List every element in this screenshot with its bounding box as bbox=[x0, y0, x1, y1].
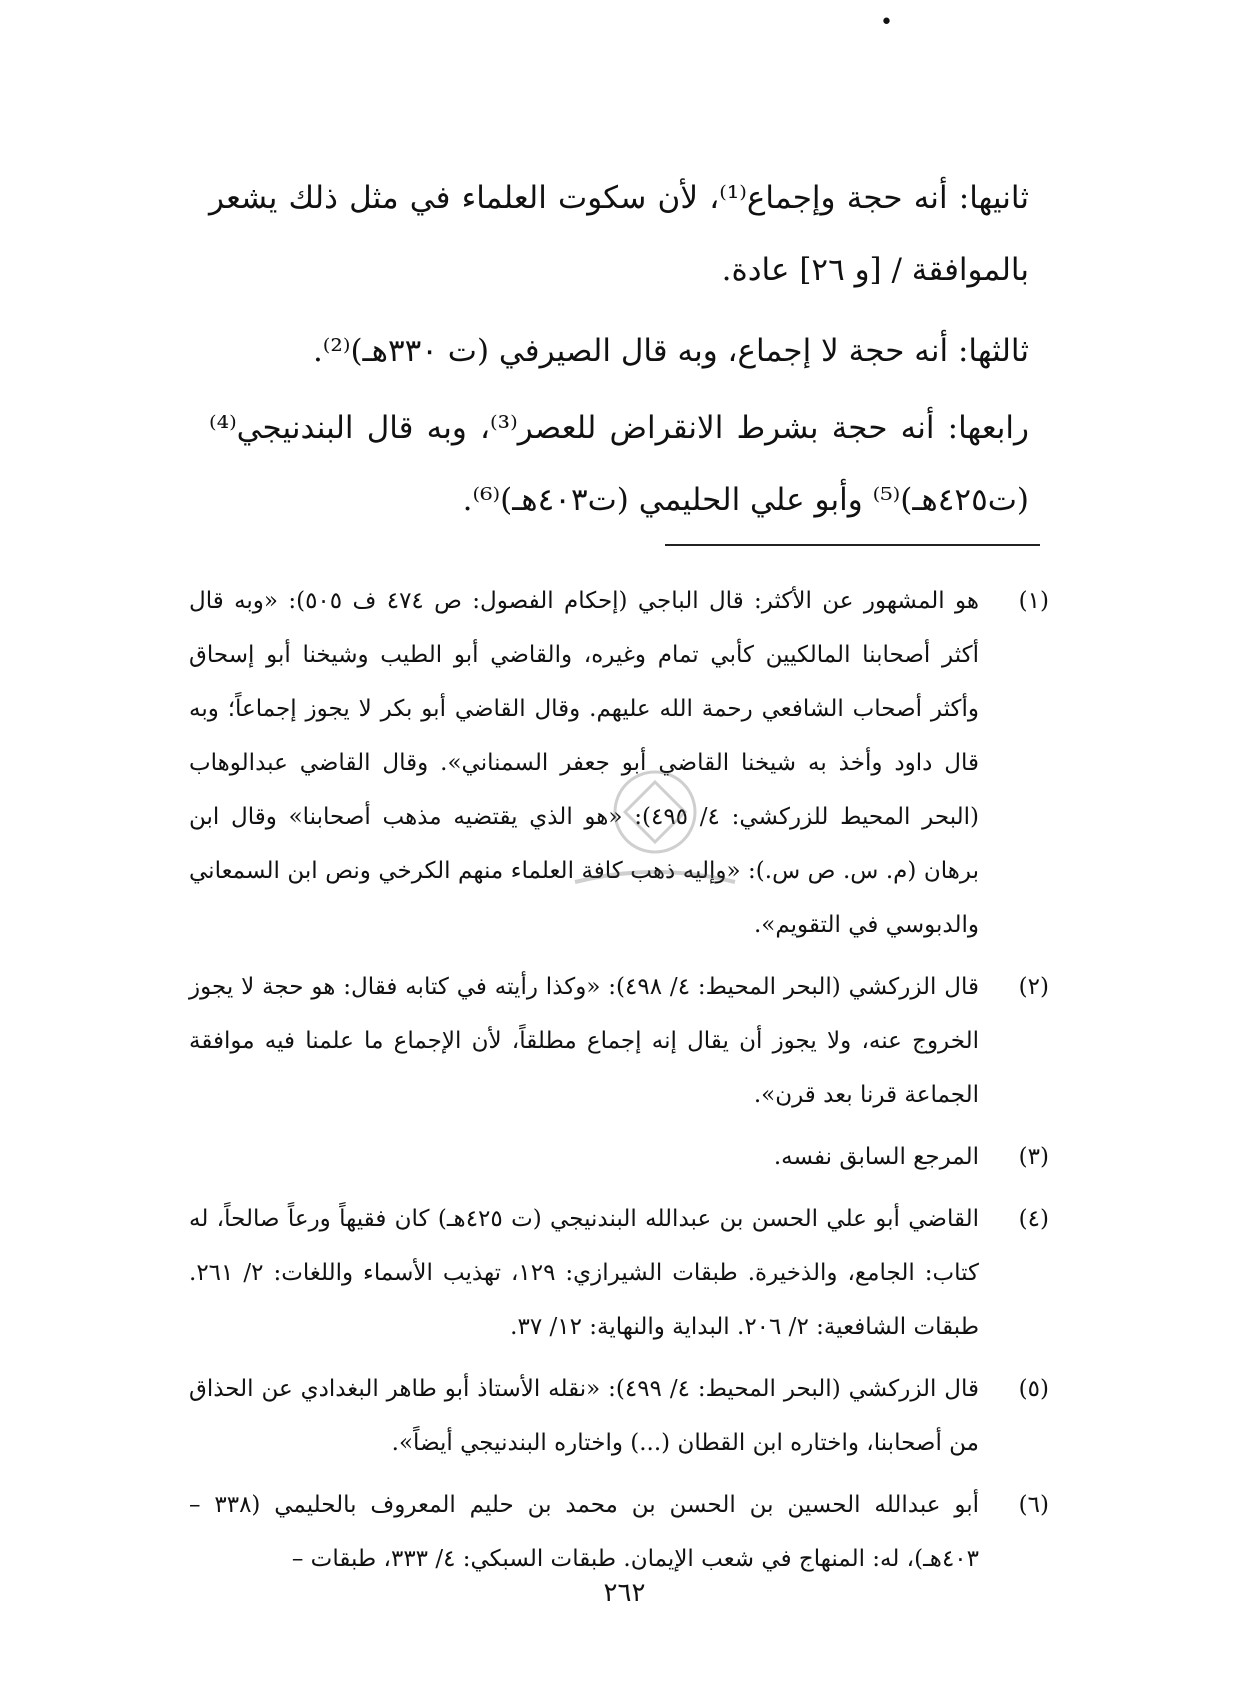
main-paragraph-2-text: ثالثها: أنه حجة لا إجماع، وبه قال الصيرفي (ت ٣٣٠هـ)⁽²⁾. bbox=[312, 333, 1029, 369]
footnote-separator bbox=[665, 544, 1040, 546]
footnote-6 bbox=[189, 1478, 1049, 1586]
footnote-number: (٤) bbox=[1018, 1206, 1049, 1232]
main-paragraph-1-text: ثانيها: أنه حجة وإجماع⁽¹⁾، لأن سكوت العلماء في مثل ذلك يشعر بالموافقة / [و ٢٦] عادة. bbox=[209, 180, 1029, 288]
main-paragraph-2 bbox=[209, 315, 1029, 387]
footnote-number: (٣) bbox=[1018, 1144, 1049, 1170]
footnote-text: قال الزركشي (البحر المحيط: ٤/ ٤٩٩): «نقله الأستاذ أبو طاهر البغدادي عن الحذاق من أصحابنا، واختاره ابن القطان (...) واختاره البندنيجي أيضاً». bbox=[189, 1376, 980, 1456]
footnote-text: قال الزركشي (البحر المحيط: ٤/ ٤٩٨): «وكذا رأيته في كتابه فقال: هو حجة لا يجوز الخروج عنه، ولا يجوز أن يقال إنه إجماع مطلقاً، لأن الإجماع ما علمنا فيه موافقة الجماعة قرنا بعد قرن». bbox=[189, 974, 979, 1108]
footnote-number: (٦) bbox=[1018, 1492, 1049, 1518]
main-paragraph-1 bbox=[209, 162, 1029, 306]
page-number: ٢٦٢ bbox=[603, 1578, 646, 1608]
footnote-number: (٥) bbox=[1018, 1376, 1049, 1402]
footnote-text: أبو عبدالله الحسين بن الحسن بن محمد بن حليم المعروف بالحليمي (٣٣٨ – ٤٠٣هـ)، له: المنهاج في شعب الإيمان. طبقات السبكي: ٤/ ٣٣٣، طبقات – bbox=[189, 1492, 979, 1572]
footnote-5 bbox=[189, 1362, 1049, 1470]
footnote-text: هو المشهور عن الأكثر: قال الباجي (إحكام الفصول: ص ٤٧٤ ف ٥٠٥): «وبه قال أكثر أصحابنا المالكيين كأبي تمام وغيره، والقاضي أبو الطيب وشيخنا أبو إسحاق وأكثر أصحاب الشافعي رحمة الله عليهم. وقال القاضي أبو بكر لا يجوز إجماعاً؛ وبه قال داود وأخذ به شيخنا القاضي أبو جعفر السمناني». وقال القاضي عبدالوهاب (البحر المحيط للزركشي: ٤/ ٤٩٥): «هو الذي يقتضيه مذهب أصحابنا» وقال ابن برهان (م. س. ص س.): «وإليه ذهب كافة العلماء منهم الكرخي ونص ابن السمعاني والدبوسي في التقويم». bbox=[189, 588, 980, 938]
main-paragraph-3 bbox=[209, 392, 1029, 536]
footnote-text: القاضي أبو علي الحسن بن عبدالله البندنيجي (ت ٤٢٥هـ) كان فقيهاً ورعاً صالحاً، له كتاب: الجامع، والذخيرة. طبقات الشيرازي: ١٢٩، تهذيب الأسماء واللغات: ٢/ ٢٦١. طبقات الشافعية: ٢/ ٢٠٦. البداية والنهاية: ١٢/ ٣٧. bbox=[189, 1206, 979, 1340]
header-mark: • bbox=[880, 10, 893, 35]
footnote-2 bbox=[189, 960, 1049, 1122]
footnotes bbox=[189, 574, 1049, 1594]
footnote-text: المرجع السابق نفسه. bbox=[773, 1144, 979, 1170]
footnote-4 bbox=[189, 1192, 1049, 1354]
footnote-number: (١) bbox=[1018, 588, 1049, 614]
library-stamp-watermark bbox=[555, 752, 755, 902]
main-paragraph-3-text: رابعها: أنه حجة بشرط الانقراض للعصر⁽³⁾، وبه قال البندنيجي⁽⁴⁾ (ت٤٢٥هـ)⁽⁵⁾ وأبو علي الحليمي (ت٤٠٣هـ)⁽⁶⁾. bbox=[209, 410, 1030, 518]
footnote-3 bbox=[189, 1130, 1049, 1184]
footnote-number: (٢) bbox=[1018, 974, 1049, 1000]
